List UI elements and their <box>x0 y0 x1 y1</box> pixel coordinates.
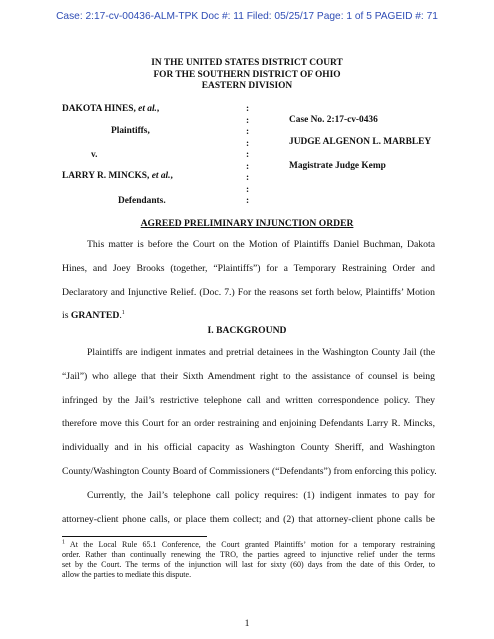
text-line: infringed by the Jail’s restrictive telephone call and written correspondence policy. They <box>62 394 435 406</box>
text-line: $^1$ At the Local Rule 65.1 Conference, the Court granted Plaintiffs’ motion for a temporary restraining <box>62 539 435 549</box>
text-line: is GRANTED.$^1$ <box>62 310 125 322</box>
caption-defendants-label: Defendants. <box>118 196 166 206</box>
text-line: Hines, and Joey Brooks (together, “Plaintiffs”) for a Temporary Restraining Order and <box>62 262 435 274</box>
background-paragraph <box>62 341 435 484</box>
caption-colon: : <box>246 196 250 206</box>
caption-plaintiffs-label: Plaintiffs, <box>111 126 150 136</box>
caption-versus: v. <box>91 150 98 160</box>
text-line: Currently, the Jail’s telephone call policy requires: (1) indigent inmates to pay for <box>87 490 435 501</box>
ecf-header-stamp: Case: 2:17-cv-00436-ALM-TPK Doc #: 11 Filed: 05/25/17 Page: 1 of 5 PAGEID #: 71 <box>56 11 438 22</box>
magistrate-judge: Magistrate Judge Kemp <box>289 161 386 171</box>
section-heading: I. BACKGROUND <box>207 325 287 336</box>
text-line: This matter is before the Court on the Motion of Plaintiffs Daniel Buchman, Dakota <box>87 239 435 250</box>
text-line: County/Washington County Board of Commissioners (“Defendants”) from enforcing this policy. <box>62 465 437 477</box>
caption-colon: : <box>246 161 250 172</box>
caption-plaintiff: DAKOTA HINES, et al., <box>62 104 160 114</box>
text-line: Plaintiffs are indigent inmates and pretrial detainees in the Washington County Jail (the <box>87 347 435 358</box>
court-name-line-1: IN THE UNITED STATES DISTRICT COURT <box>151 58 343 68</box>
page-number: 1 <box>244 618 250 629</box>
caption-colon: : <box>246 150 250 160</box>
court-name-line-2: FOR THE SOUTHERN DISTRICT OF OHIO <box>153 69 341 80</box>
caption-colon: : <box>246 104 250 114</box>
text-line: individually and in his official capacity as Washington County Sheriff, and Washington <box>62 442 435 454</box>
text-line: Declaratory and Injunctive Relief. (Doc. 7.) For the reasons set forth below, Plaintiffs’ Motion <box>62 286 435 298</box>
text-line: “Jail”) who allege that their Sixth Amendment right to the assistance of counsel is being <box>62 370 435 382</box>
caption-colon: : <box>246 115 250 126</box>
intro-paragraph <box>62 233 435 328</box>
text-line: set by the Court. The terms of the injunction will last for sixty (60) days from the date of this Order, to <box>62 559 435 569</box>
text-line: therefore move this Court for an order restraining and enjoining Defendants Larry R. Mincks, <box>62 418 435 430</box>
policy-paragraph <box>62 484 435 532</box>
caption-colon: : <box>246 184 250 195</box>
case-number: Case No. 2:17-cv-0436 <box>289 115 378 125</box>
footnote-number: 1 <box>62 539 65 546</box>
caption-colon: : <box>246 138 250 149</box>
caption-colon: : <box>246 173 250 183</box>
order-title: AGREED PRELIMINARY INJUNCTION ORDER <box>140 218 354 229</box>
text-line: allow the parties to mediate this dispute. <box>62 569 192 579</box>
footnote-divider <box>62 536 207 537</box>
text-line: attorney-client phone calls, or place them collect; and (2) that attorney-client phone calls be <box>62 513 435 525</box>
footnote <box>62 540 435 580</box>
caption-colon: : <box>246 127 250 137</box>
judge-name: JUDGE ALGENON L. MARBLEY <box>289 137 432 147</box>
caption-defendant: LARRY R. MINCKS, et al., <box>62 171 173 181</box>
text-line: order. Rather than continually renewing the TRO, the parties agreed to injunctive relief under the terms <box>62 549 435 559</box>
footnote-marker: 1 <box>121 310 125 317</box>
court-division: EASTERN DIVISION <box>201 81 293 91</box>
